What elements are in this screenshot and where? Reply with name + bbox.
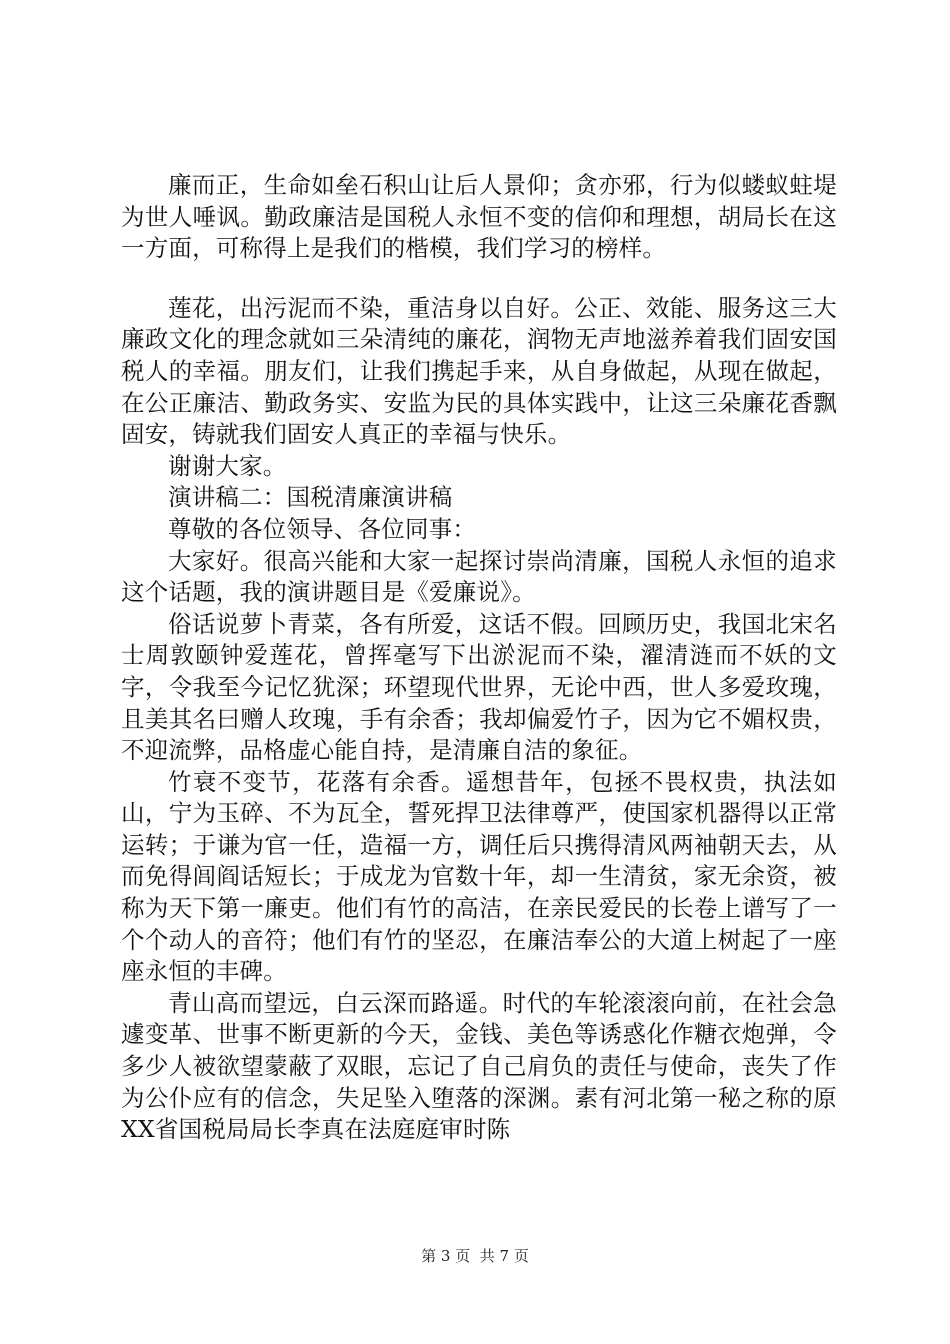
paragraph-8: 竹衰不变节，花落有余香。遥想昔年，包拯不畏权贵，执法如山，宁为玉碎、不为瓦全，誓死捍卫法律尊严，使国家机器得以正常运转；于谦为官一任，造福一方，调任后只携得清风两袖朝天去，从而免得闾阎话短长；于成龙为官数十年，却一生清贫，家无余资，被称为天下第一廉吏。他们有竹的高洁，在亲民爱民的长卷上谱写了一个个动人的音符；他们有竹的坚忍，在廉洁奉公的大道上树起了一座座永恒的丰碑。	[121, 767, 837, 986]
paragraph-7: 俗话说萝卜青菜，各有所爱，这话不假。回顾历史，我国北宋名士周敦颐钟爱莲花，曾挥毫写下出淤泥而不染，濯清涟而不妖的文字，令我至今记忆犹深；环望现代世界，无论中西，世人多爱玫瑰，且美其名曰赠人玫瑰，手有余香；我却偏爱竹子，因为它不媚权贵，不迎流弊，品格虚心能自持，是清廉自洁的象征。	[121, 609, 837, 765]
salutation: 尊敬的各位领导、各位同事：	[168, 514, 477, 543]
body-text	[121, 170, 837, 1146]
page-number-footer: 第 3 页 共 7 页	[421, 1247, 529, 1265]
paragraph-gap	[121, 265, 837, 293]
paragraph-9: 青山高而望远，白云深而路遥。时代的车轮滚滚向前，在社会急遽变革、世事不断更新的今天，金钱、美色等诱惑化作糖衣炮弹，令多少人被欲望蒙蔽了双眼，忘记了自己肩负的责任与使命，丧失了作为公仆应有的信念，失足坠入堕落的深渊。素有河北第一秘之称的原XX省国税局局长李真在法庭庭审时陈	[121, 988, 837, 1144]
paragraph-3: 谢谢大家。	[168, 451, 287, 480]
paragraph-2: 莲花，出污泥而不染，重洁身以自好。公正、效能、服务这三大廉政文化的理念就如三朵清纯的廉花，润物无声地滋养着我们固安国税人的幸福。朋友们，让我们携起手来，从自身做起，从现在做起，在公正廉洁、勤政务实、安监为民的具体实践中，让这三朵廉花香飘固安，铸就我们固安人真正的幸福与快乐。	[121, 293, 837, 449]
section-heading: 演讲稿二：国税清廉演讲稿	[168, 483, 453, 512]
paragraph-1: 廉而正，生命如垒石积山让后人景仰；贪亦邪，行为似蝼蚁蛀堤为世人唾讽。勤政廉洁是国税人永恒不变的信仰和理想，胡局长在这一方面，可称得上是我们的楷模，我们学习的榜样。	[121, 171, 837, 263]
paragraph-6: 大家好。很高兴能和大家一起探讨崇尚清廉，国税人永恒的追求这个话题，我的演讲题目是《爱廉说》。	[121, 546, 837, 607]
